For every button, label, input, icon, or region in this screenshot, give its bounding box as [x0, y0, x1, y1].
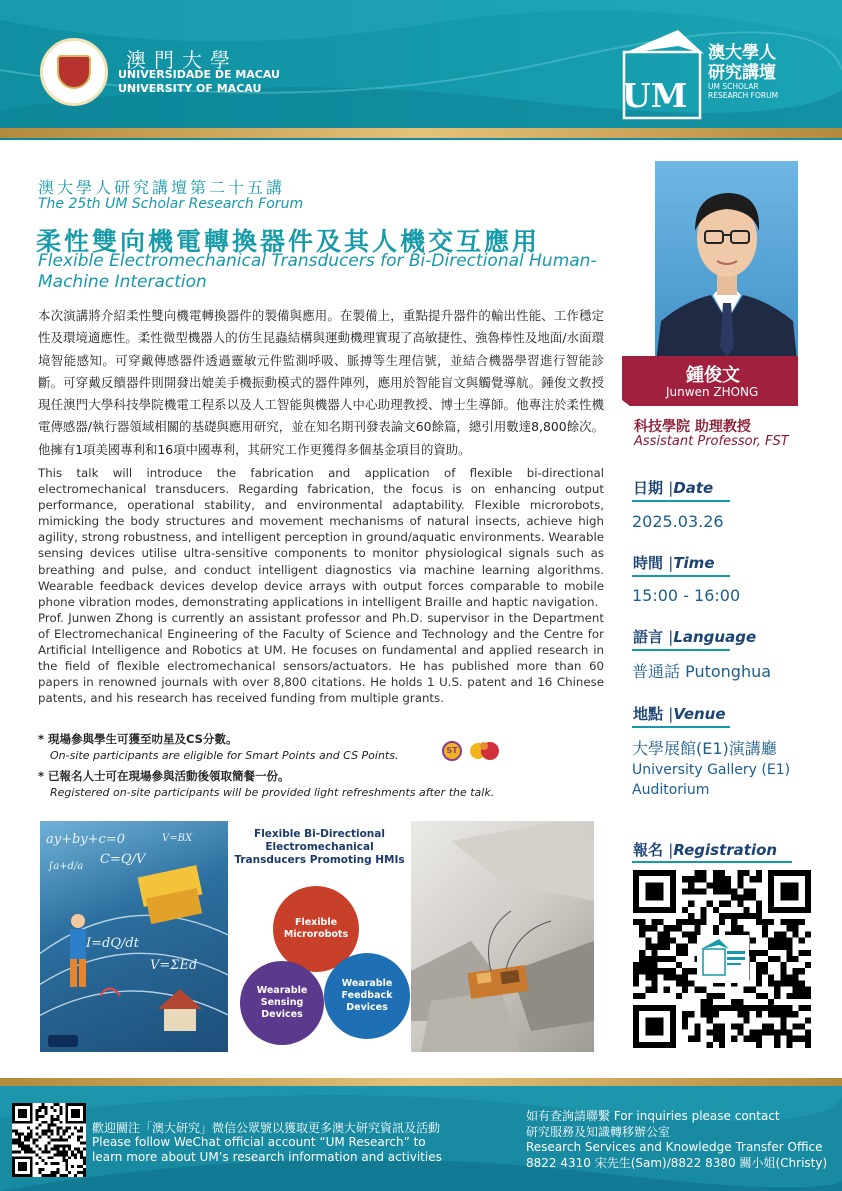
abstract-en-paragraph-2: Prof. Junwen Zhong is currently an assistant professor and Ph.D. supervisor in the Department of Electromechanical Engineering of the Faculty of Science and Technology and the Centre for Artificial Intelligence and Robotics at UM. He focuses on fundamental and applied research in the field of flexible electromechanical sensors/actuators. He has published more than 60 papers in renowned journals with over 8,800 citations. He holds 1 U.S. patent and 16 Chinese patents, and his research has received funding from multiple grants.	[38, 610, 604, 706]
language-label: 語言 |Language	[633, 628, 757, 646]
speaker-title-zh: 科技學院 助理教授	[634, 419, 751, 435]
forum-logo-zh-line1: 澳大學人	[708, 43, 776, 63]
speaker-name-en: Junwen ZHONG	[666, 385, 759, 399]
abstract-en-paragraph-1: This talk will introduce the fabrication and application of flexible bi-directional electromechanical transducers. Regarding fabrication, the focus is on enhancing output performance, operational stability, and environmental adaptability. Flexible microrobots, mimicking the body structures and movement mechanisms of natural insects, achieve high agility, strong robustness, and intelligent perception in ground/aquatic environments. Wearable sensing devices utilise ultra-sensitive components to monitor physiological signals such as breathing and pulse, and conduct intelligent diagnostics via machine learning algorithms. Wearable feedback devices develop device arrays with output forces comparable to mobile phone vibration modes, demonstrating applications in intelligent Braille and haptic navigation.	[38, 466, 604, 609]
diagram-title: Flexible Bi-Directional Electromechanical Transducers Promoting HMIs	[234, 828, 405, 866]
abstract-zh: 本次演講將介紹柔性雙向機電轉換器件的製備與應用。在製備上，重點提升器件的輸出性能、工作穩定性及環境適應性。柔性微型機器人的仿生昆蟲結構與運動機理實現了高敏捷性、強魯棒性及地面/水面環境智能感知。可穿戴傳感器件透過靈敏元件監測呼吸、脈搏等生理信號，並結合機器學習進行智能診斷。可穿戴反饋器件則開發出媲美手機振動模式的器件陣列，應用於智能盲文與觸覺導航。鍾俊文教授現任澳門大學科技學院機電工程系以及人工智能與機器人中心助理教授、博士生導師。他專注於柔性機電傳感器/執行器領域相關的基礎與應用研究，並在知名期刊發表論文60餘篇，總引用數達8,800餘次。他擁有1項美國專利和16項中國專利，其研究工作更獲得多個基金項目的資助。	[38, 308, 604, 457]
date-divider	[632, 500, 730, 502]
wechat-follow-zh: 歡迎關注「澳大研究」微信公眾號以獲取更多澳大研究資訊及活動	[92, 1121, 441, 1135]
contact-line-4: 8822 4310 宋先生(Sam)/8822 8380 關小姐(Christy)	[526, 1155, 828, 1170]
event-language: 普通話 Putonghua	[632, 662, 772, 681]
language-divider	[632, 649, 730, 651]
forum-logo-um-text: UM	[622, 76, 688, 115]
equations-illustration-image	[40, 821, 228, 1052]
event-date: 2025.03.26	[632, 512, 724, 531]
wechat-follow-en-line1: Please follow WeChat official account “UM Research” to	[92, 1135, 426, 1149]
venue-en-line1: University Gallery (E1)	[632, 762, 791, 778]
registration-label: 報名 |Registration	[633, 841, 778, 859]
svg-text:C=Q/V: C=Q/V	[100, 852, 146, 867]
contact-line-1: 如有查詢請聯繫 For inquiries please contact	[526, 1109, 780, 1123]
circle-wearable-feedback-devices: Wearable Feedback Devices	[324, 953, 410, 1039]
venue-divider	[632, 726, 730, 728]
note-points-zh: * 現場參與學生可獲至叻星及CS分數。	[38, 732, 238, 746]
venue-zh: 大學展館(E1)演講廳	[632, 739, 777, 758]
note-points-en: On-site participants are eligible for Smart Points and CS Points.	[50, 749, 399, 762]
university-crest-logo	[40, 38, 108, 106]
contact-info	[526, 1109, 827, 1171]
svg-text:V=BX: V=BX	[162, 833, 193, 844]
series-title-zh: 澳大學人研究講壇第二十五講	[38, 178, 286, 197]
circle-flexible-microrobots: Flexible Microrobots	[273, 886, 359, 972]
speaker-title-en: Assistant Professor, FST	[634, 434, 789, 449]
university-name-en: UNIVERSITY OF MACAU	[118, 82, 262, 95]
wechat-follow-en-line2: learn more about UM’s research information and activities	[92, 1150, 442, 1164]
speaker-portrait	[655, 161, 798, 371]
forum-logo-en: UM SCHOLAR RESEARCH FORUM	[708, 82, 779, 100]
svg-text:I=dQ/dt: I=dQ/dt	[86, 936, 139, 951]
event-time: 15:00 - 16:00	[632, 586, 741, 605]
talk-title-zh: 柔性雙向機電轉換器件及其人機交互應用	[36, 227, 541, 256]
speaker-name-zh: 鍾俊文	[686, 365, 740, 386]
header-gold-strip	[0, 128, 842, 138]
venue-en-line2: Auditorium	[632, 782, 710, 798]
svg-text:V=ΣEd: V=ΣEd	[150, 958, 198, 973]
series-title-en: The 25th UM Scholar Research Forum	[38, 196, 304, 212]
footer-gold-strip	[0, 1078, 842, 1086]
microrobot-photo	[411, 821, 594, 1052]
talk-title-en: Flexible Electromechanical Transducers for Bi-Directional Human-Machine Interaction	[38, 251, 597, 292]
university-name-pt: UNIVERSIDADE DE MACAU	[118, 68, 280, 81]
notes	[38, 731, 608, 801]
svg-text:∫a+d/a: ∫a+d/a	[48, 861, 84, 872]
qr-forum-logo-icon	[697, 935, 749, 983]
wechat-qr-code[interactable]	[12, 1103, 86, 1177]
date-label: 日期 |Date	[633, 479, 714, 497]
abstract-en	[38, 465, 604, 706]
registration-divider	[632, 861, 792, 863]
university-name-zh: 澳門大學	[126, 48, 238, 72]
time-label: 時間 |Time	[633, 554, 715, 572]
contact-line-2: 研究服務及知識轉移辦公室	[526, 1124, 671, 1139]
circle-wearable-sensing-devices: Wearable Sensing Devices	[240, 961, 324, 1045]
note-refreshments-zh: * 已報名人士可在現場參與活動後領取簡餐一份。	[38, 769, 290, 783]
time-divider	[632, 575, 730, 577]
cs-points-badge-icon	[468, 740, 502, 762]
contact-line-3: Research Services and Knowledge Transfer Office	[526, 1140, 823, 1154]
note-refreshments-en: Registered on-site participants will be provided light refreshments after the talk.	[50, 786, 495, 799]
svg-text:ay+by+c=0: ay+by+c=0	[46, 832, 125, 847]
venue-label: 地點 |Venue	[633, 705, 726, 723]
smart-points-badge-icon: ST	[442, 741, 462, 761]
forum-logo-zh-line2: 研究講壇	[708, 63, 776, 83]
